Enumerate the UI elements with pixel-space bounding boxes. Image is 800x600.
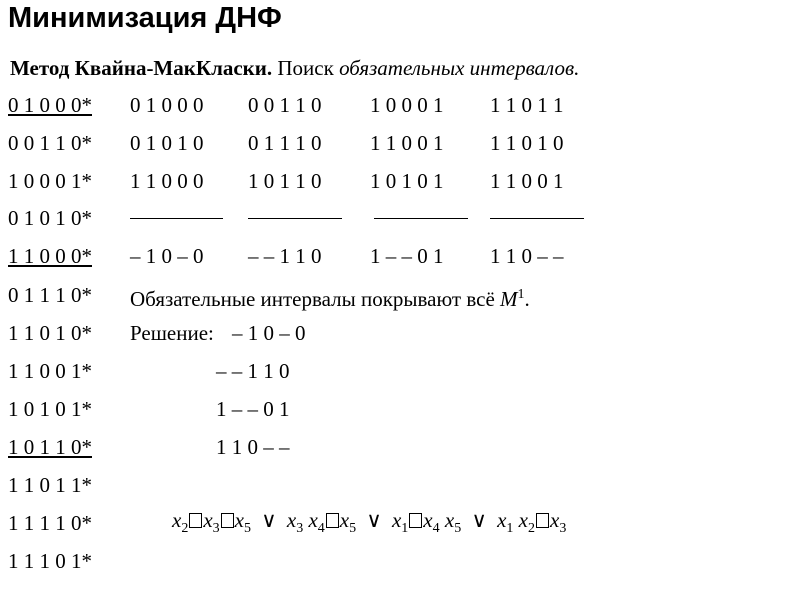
or-symbol: ∨	[261, 508, 277, 532]
subtitle-method: Метод Квайна-МакКласки.	[10, 56, 273, 80]
or-symbol: ∨	[471, 508, 487, 532]
group-cell: 1 1 0 1 1	[490, 93, 564, 117]
separator-line	[248, 218, 342, 219]
left-term-3: 1 0 0 0 1*	[8, 169, 92, 193]
placeholder-box-icon	[221, 513, 234, 528]
term-4: $x_1$ $x_2$ $x_3$	[497, 508, 567, 536]
separator-line	[130, 218, 223, 219]
term-2: $x_3$ $x_4$ $x_5$	[286, 508, 357, 536]
placeholder-box-icon	[409, 513, 422, 528]
left-term-9: 1 0 1 0 1*	[8, 397, 92, 421]
solution-item: 1 1 0 – –	[216, 435, 290, 459]
group-cell: 1 0 1 1 0	[248, 169, 322, 193]
or-symbol: ∨	[366, 508, 382, 532]
solution-item: 1 – – 0 1	[216, 397, 290, 421]
group-cell: 0 0 1 1 0	[248, 93, 322, 117]
left-term-11: 1 1 0 1 1*	[8, 473, 92, 497]
left-term-4: 0 1 0 1 0*	[8, 206, 92, 230]
group-cell: 0 1 0 0 0	[130, 93, 204, 117]
group-cell: 1 1 0 0 1	[490, 169, 564, 193]
left-term-1: 0 1 0 0 0*	[8, 93, 92, 117]
left-term-12: 1 1 1 1 0*	[8, 511, 92, 535]
left-term-6: 0 1 1 1 0*	[8, 283, 92, 307]
term-1: $x_2$ $x_3$ $x_5$	[172, 508, 251, 536]
left-term-5: 1 1 0 0 0*	[8, 244, 92, 268]
group-cell: 1 1 0 0 1	[370, 131, 444, 155]
subtitle	[10, 56, 579, 81]
placeholder-box-icon	[189, 513, 202, 528]
left-term-7: 1 1 0 1 0*	[8, 321, 92, 345]
left-term-8: 1 1 0 0 1*	[8, 359, 92, 383]
solution-item: – 1 0 – 0	[232, 321, 306, 345]
group-cell: 1 – – 0 1	[370, 244, 444, 268]
term-3: $x_1$ $x_4$ $x_5$	[391, 508, 462, 536]
solution-label: Решение:	[130, 321, 214, 345]
group-cell: 0 1 1 1 0	[248, 131, 322, 155]
group-cell: – 1 0 – 0	[130, 244, 204, 268]
left-term-2: 0 0 1 1 0*	[8, 131, 92, 155]
left-term-10: 1 0 1 1 0*	[8, 435, 92, 459]
group-cell: 1 1 0 – –	[490, 244, 564, 268]
math-sup: 1	[517, 287, 525, 302]
separator-line	[490, 218, 584, 219]
page-title: Минимизация ДНФ	[8, 2, 282, 34]
left-term-13: 1 1 1 0 1*	[8, 549, 92, 573]
statement-text: Обязательные интервалы покрывают всё $M^1$.	[130, 287, 530, 311]
placeholder-box-icon	[536, 513, 549, 528]
result-formula	[172, 508, 566, 537]
subtitle-normal: Поиск	[272, 56, 340, 80]
group-cell: 0 1 0 1 0	[130, 131, 204, 155]
group-cell: 1 0 0 0 1	[370, 93, 444, 117]
group-cell: 1 1 0 0 0	[130, 169, 204, 193]
group-cell: 1 1 0 1 0	[490, 131, 564, 155]
subtitle-italic: обязательных интервалов.	[339, 56, 580, 80]
group-cell: – – 1 1 0	[248, 244, 322, 268]
solution-item: – – 1 1 0	[216, 359, 290, 383]
math-m: M	[500, 287, 518, 311]
group-cell: 1 0 1 0 1	[370, 169, 444, 193]
placeholder-box-icon	[326, 513, 339, 528]
separator-line	[374, 218, 468, 219]
